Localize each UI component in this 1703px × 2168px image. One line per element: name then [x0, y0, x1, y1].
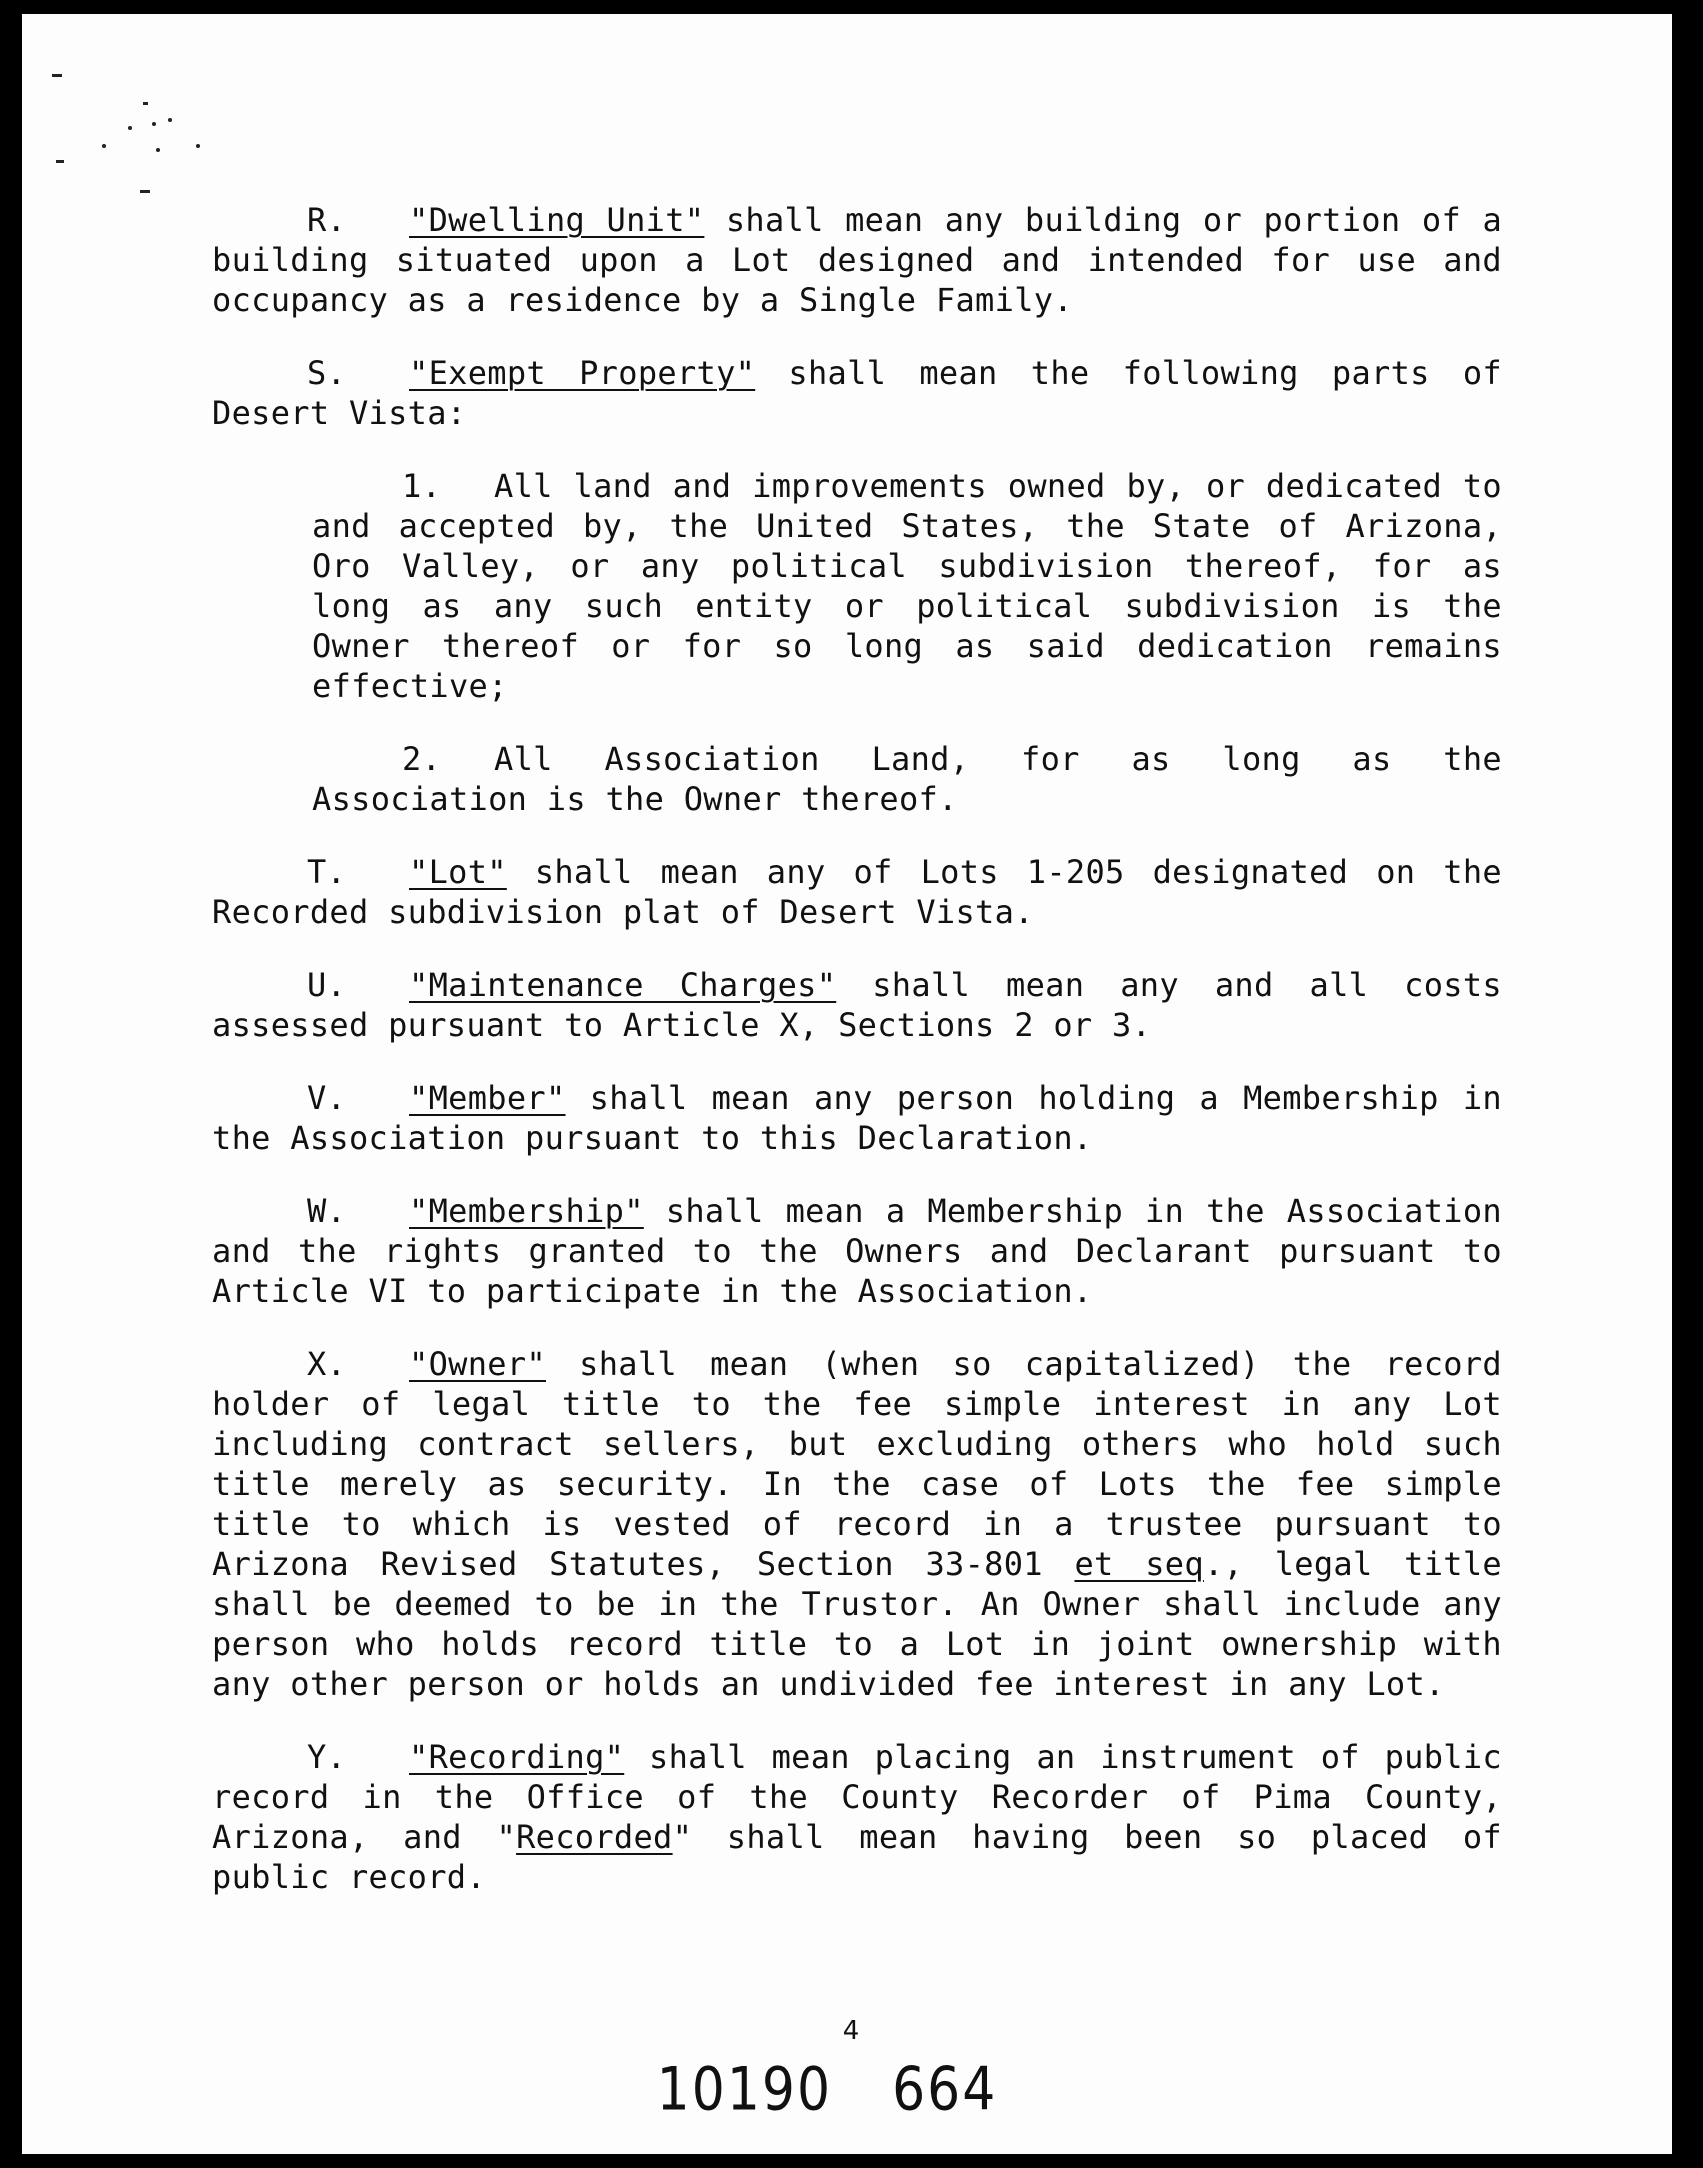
definition-text: shall mean a Membership in the Association and the rights granted to the Owners and Declarant pursuant to Article VI to participate in the Association.	[212, 1192, 1502, 1310]
definitions-body	[212, 200, 1502, 1930]
recording-stamp	[22, 2056, 1652, 2125]
item-number: 1.	[402, 467, 442, 505]
latin-term: et seq	[1074, 1545, 1204, 1583]
defined-term: "Membership"	[409, 1192, 644, 1230]
definition-label: U.	[307, 966, 347, 1004]
definition-text-continued: ., legal title shall be deemed to be in the Trustor. An Owner shall include any person who holds record title to a Lot in joint ownership with any other person or holds an undivided fee interest in any Lot.	[212, 1545, 1502, 1703]
defined-term: "Member"	[409, 1079, 566, 1117]
page-number: 4	[842, 2016, 860, 2046]
definition-label: X.	[307, 1345, 347, 1383]
defined-term: "Lot"	[409, 853, 507, 891]
item-text: All land and improvements owned by, or dedicated to and accepted by, the United States, the State of Arizona, Oro Valley, or any political subdivision thereof, for as long as any such entity or political subdivision is the Owner thereof or for so long as said dedication remains effective;	[312, 467, 1502, 705]
definition-text: shall mean (when so capitalized) the record holder of legal title to the fee simple interest in any Lot including contract sellers, but excluding others who hold such title merely as security. In the case of Lots the fee simple title to which is vested of record in a trustee pursuant to Arizona Revised Statutes, Section 33-801	[212, 1345, 1502, 1583]
exempt-item-1	[312, 466, 1502, 706]
item-number: 2.	[402, 740, 442, 778]
definition-label: T.	[307, 853, 347, 891]
document-page	[22, 14, 1672, 2154]
definition-r-dwelling-unit	[212, 200, 1502, 320]
definition-v-member	[212, 1078, 1502, 1158]
definition-s-exempt-property	[212, 353, 1502, 433]
definition-text: shall mean any and all costs assessed pursuant to Article X, Sections 2 or 3.	[212, 966, 1502, 1044]
definition-y-recording	[212, 1737, 1502, 1897]
definition-label: V.	[307, 1079, 347, 1117]
definition-label: S.	[307, 354, 347, 392]
definition-label: R.	[307, 201, 347, 239]
defined-term: "Recording"	[409, 1738, 625, 1776]
item-text: All Association Land, for as long as the Association is the Owner thereof.	[312, 740, 1502, 818]
definition-x-owner	[212, 1344, 1502, 1704]
scan-specks-decoration	[48, 54, 268, 214]
definition-text: shall mean any building or portion of a building situated upon a Lot designed and intended for use and occupancy as a residence by a Single Family.	[212, 201, 1503, 319]
definition-label: W.	[307, 1192, 347, 1230]
definition-text: shall mean any of Lots 1-205 designated on the Recorded subdivision plat of Desert Vista.	[212, 853, 1502, 931]
definition-text-continued: " shall mean having been so placed of public record.	[212, 1818, 1502, 1896]
definition-text: shall mean any person holding a Membership in the Association pursuant to this Declaration.	[212, 1079, 1502, 1157]
defined-term-secondary: Recorded	[516, 1818, 673, 1856]
definition-w-membership	[212, 1191, 1502, 1311]
exempt-item-2	[312, 739, 1502, 819]
stamp-book-number: 10190	[656, 2055, 833, 2125]
definition-text: shall mean the following parts of Desert Vista:	[212, 354, 1502, 432]
defined-term: "Dwelling Unit"	[409, 201, 705, 239]
defined-term: "Maintenance Charges"	[409, 966, 837, 1004]
defined-term: "Owner"	[409, 1345, 546, 1383]
definition-text: shall mean placing an instrument of public record in the Office of the County Recorder of Pima County, Arizona, and "	[212, 1738, 1502, 1856]
definition-label: Y.	[307, 1738, 347, 1776]
definition-u-maintenance-charges	[212, 965, 1502, 1045]
stamp-page-number: 664	[892, 2055, 998, 2125]
definition-t-lot	[212, 852, 1502, 932]
defined-term: "Exempt Property"	[409, 354, 756, 392]
